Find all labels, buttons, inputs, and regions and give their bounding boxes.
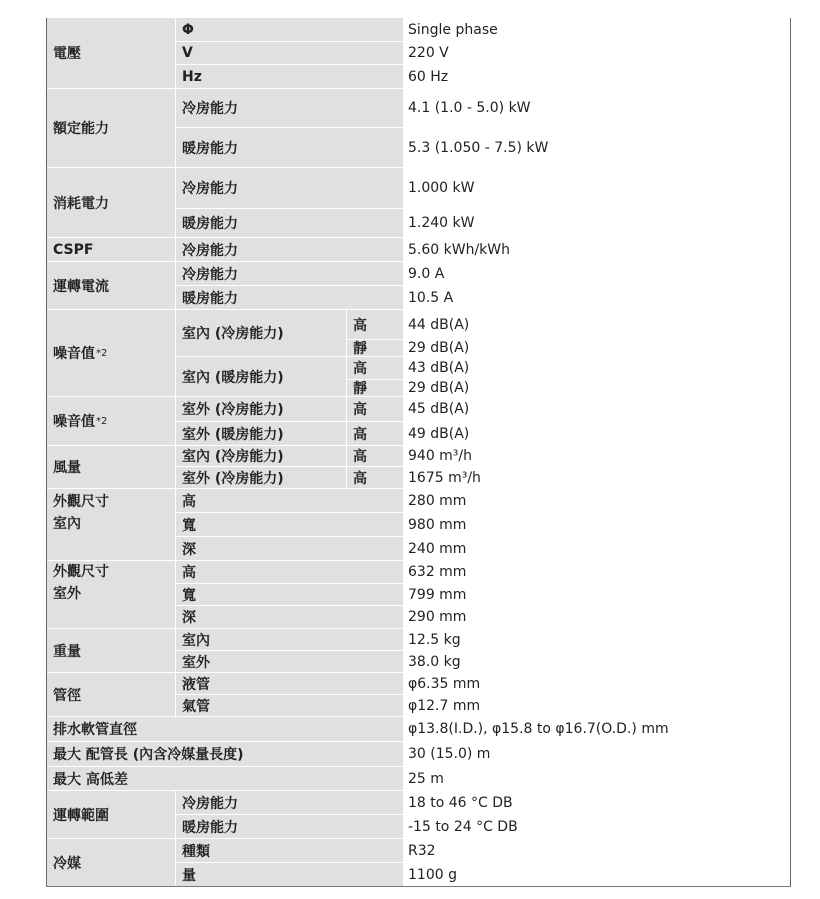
cspf-value: 5.60 kWh/kWh bbox=[404, 238, 790, 261]
current-label: 運轉電流 bbox=[47, 262, 175, 309]
op-range-cool-label: 冷房能力 bbox=[176, 791, 403, 814]
voltage-label bbox=[47, 18, 175, 88]
dim-outdoor-width-value: 799 mm bbox=[404, 584, 790, 605]
dim-outdoor-depth-value: 290 mm bbox=[404, 606, 790, 628]
noise-outdoor-label-text: 噪音值 bbox=[53, 414, 95, 430]
dim-outdoor-depth-label: 深 bbox=[176, 606, 403, 628]
table-bottom-border bbox=[46, 886, 791, 887]
dim-indoor-depth-label: 深 bbox=[176, 537, 403, 560]
dim-outdoor-label-line1: 外觀尺寸 bbox=[53, 564, 109, 580]
cspf-label: CSPF bbox=[47, 238, 175, 261]
dim-indoor-label bbox=[47, 489, 175, 560]
current-heat-label: 暖房能力 bbox=[176, 286, 403, 309]
pipe-gas-label: 氣管 bbox=[176, 695, 403, 716]
power-heat-value: 1.240 kW bbox=[404, 209, 790, 237]
noise-outdoor-cool-label: 室外 (冷房能力) bbox=[176, 397, 346, 421]
table-right-border bbox=[790, 18, 791, 886]
refrigerant-amount-label: 量 bbox=[176, 863, 403, 886]
airflow-indoor-level: 高 bbox=[347, 446, 403, 466]
frequency-value: 60 Hz bbox=[404, 65, 790, 88]
noise-indoor-heat-high-level: 高 bbox=[347, 357, 403, 379]
noise-indoor-cool-high-value: 44 dB(A) bbox=[404, 310, 790, 339]
pipe-liquid-label: 液管 bbox=[176, 673, 403, 694]
dim-indoor-depth-value: 240 mm bbox=[404, 537, 790, 560]
op-range-cool-value: 18 to 46 °C DB bbox=[404, 791, 790, 814]
noise-outdoor-heat-value: 49 dB(A) bbox=[404, 422, 790, 445]
noise-indoor-label bbox=[47, 310, 175, 396]
capacity-heat-value: 5.3 (1.050 - 7.5) kW bbox=[404, 128, 790, 167]
drain-label: 排水軟管直徑 bbox=[47, 717, 403, 741]
noise-indoor-heat-high-value: 43 dB(A) bbox=[404, 357, 790, 379]
dim-outdoor-width-label: 寬 bbox=[176, 584, 403, 605]
phase-symbol: Φ bbox=[176, 18, 403, 41]
dim-indoor-width-value: 980 mm bbox=[404, 513, 790, 536]
noise-indoor-cool-quiet-level: 靜 bbox=[347, 340, 403, 356]
max-height-label: 最大 高低差 bbox=[47, 767, 403, 790]
noise-outdoor-heat-level: 高 bbox=[347, 422, 403, 445]
max-pipe-value: 30 (15.0) m bbox=[404, 742, 790, 766]
voltage-symbol: V bbox=[176, 42, 403, 64]
phase-value: Single phase bbox=[404, 18, 790, 41]
capacity-cool-label: 冷房能力 bbox=[176, 89, 403, 127]
noise-outdoor-footnote: *2 bbox=[96, 415, 108, 427]
dim-indoor-label-line2: 室內 bbox=[53, 516, 81, 532]
noise-indoor-cool-quiet-value: 29 dB(A) bbox=[404, 340, 790, 356]
noise-indoor-heat-quiet-value: 29 dB(A) bbox=[404, 380, 790, 396]
pipe-liquid-value: φ6.35 mm bbox=[404, 673, 790, 694]
airflow-label: 風量 bbox=[47, 446, 175, 488]
table-left-border bbox=[46, 18, 47, 886]
voltage-value: 220 V bbox=[404, 42, 790, 64]
capacity-label: 額定能力 bbox=[47, 89, 175, 167]
max-height-value: 25 m bbox=[404, 767, 790, 790]
weight-indoor-value: 12.5 kg bbox=[404, 629, 790, 650]
refrigerant-type-label: 種類 bbox=[176, 839, 403, 862]
airflow-outdoor-label: 室外 (冷房能力) bbox=[176, 467, 346, 488]
noise-indoor-cool-high-level: 高 bbox=[347, 310, 403, 339]
dim-indoor-label-line1: 外觀尺寸 bbox=[53, 494, 109, 510]
dim-indoor-height-value: 280 mm bbox=[404, 489, 790, 512]
op-range-heat-label: 暖房能力 bbox=[176, 815, 403, 838]
power-heat-label: 暖房能力 bbox=[176, 209, 403, 237]
noise-outdoor-label bbox=[47, 397, 175, 445]
capacity-cool-value: 4.1 (1.0 - 5.0) kW bbox=[404, 89, 790, 127]
max-pipe-label: 最大 配管長 (內含冷媒量長度) bbox=[47, 742, 403, 766]
dim-outdoor-label-line2: 室外 bbox=[53, 586, 81, 602]
weight-outdoor-value: 38.0 kg bbox=[404, 651, 790, 672]
noise-outdoor-cool-level: 高 bbox=[347, 397, 403, 421]
noise-outdoor-cool-value: 45 dB(A) bbox=[404, 397, 790, 421]
noise-indoor-heat-label: 室內 (暖房能力) bbox=[176, 357, 346, 396]
refrigerant-type-value: R32 bbox=[404, 839, 790, 862]
dim-indoor-height-label: 高 bbox=[176, 489, 403, 512]
current-cool-label: 冷房能力 bbox=[176, 262, 403, 285]
current-heat-value: 10.5 A bbox=[404, 286, 790, 309]
noise-indoor-heat-quiet-level: 靜 bbox=[347, 380, 403, 396]
weight-indoor-label: 室內 bbox=[176, 629, 403, 650]
airflow-outdoor-level: 高 bbox=[347, 467, 403, 488]
op-range-heat-value: -15 to 24 °C DB bbox=[404, 815, 790, 838]
weight-outdoor-label: 室外 bbox=[176, 651, 403, 672]
power-cool-label: 冷房能力 bbox=[176, 168, 403, 208]
capacity-heat-label: 暖房能力 bbox=[176, 128, 403, 167]
noise-indoor-cool-label: 室內 (冷房能力) bbox=[176, 310, 346, 356]
power-label: 消耗電力 bbox=[47, 168, 175, 237]
noise-outdoor-heat-label: 室外 (暖房能力) bbox=[176, 422, 346, 445]
refrigerant-amount-value: 1100 g bbox=[404, 863, 790, 886]
noise-indoor-footnote: *2 bbox=[96, 347, 108, 359]
cspf-cool-label: 冷房能力 bbox=[176, 238, 403, 261]
voltage-label-text: 電壓 bbox=[53, 46, 81, 62]
dim-outdoor-height-value: 632 mm bbox=[404, 561, 790, 583]
refrigerant-label: 冷媒 bbox=[47, 839, 175, 886]
pipe-label: 管徑 bbox=[47, 673, 175, 716]
pipe-gas-value: φ12.7 mm bbox=[404, 695, 790, 716]
op-range-label: 運轉範圍 bbox=[47, 791, 175, 838]
current-cool-value: 9.0 A bbox=[404, 262, 790, 285]
noise-indoor-label-text: 噪音值 bbox=[53, 346, 95, 362]
airflow-indoor-label: 室內 (冷房能力) bbox=[176, 446, 346, 466]
dim-indoor-width-label: 寬 bbox=[176, 513, 403, 536]
airflow-indoor-value: 940 m³/h bbox=[404, 446, 790, 466]
weight-label: 重量 bbox=[47, 629, 175, 672]
frequency-symbol: Hz bbox=[176, 65, 403, 88]
dim-outdoor-label bbox=[47, 561, 175, 628]
dim-outdoor-height-label: 高 bbox=[176, 561, 403, 583]
power-cool-value: 1.000 kW bbox=[404, 168, 790, 208]
drain-value: φ13.8(I.D.), φ15.8 to φ16.7(O.D.) mm bbox=[404, 717, 790, 741]
airflow-outdoor-value: 1675 m³/h bbox=[404, 467, 790, 488]
